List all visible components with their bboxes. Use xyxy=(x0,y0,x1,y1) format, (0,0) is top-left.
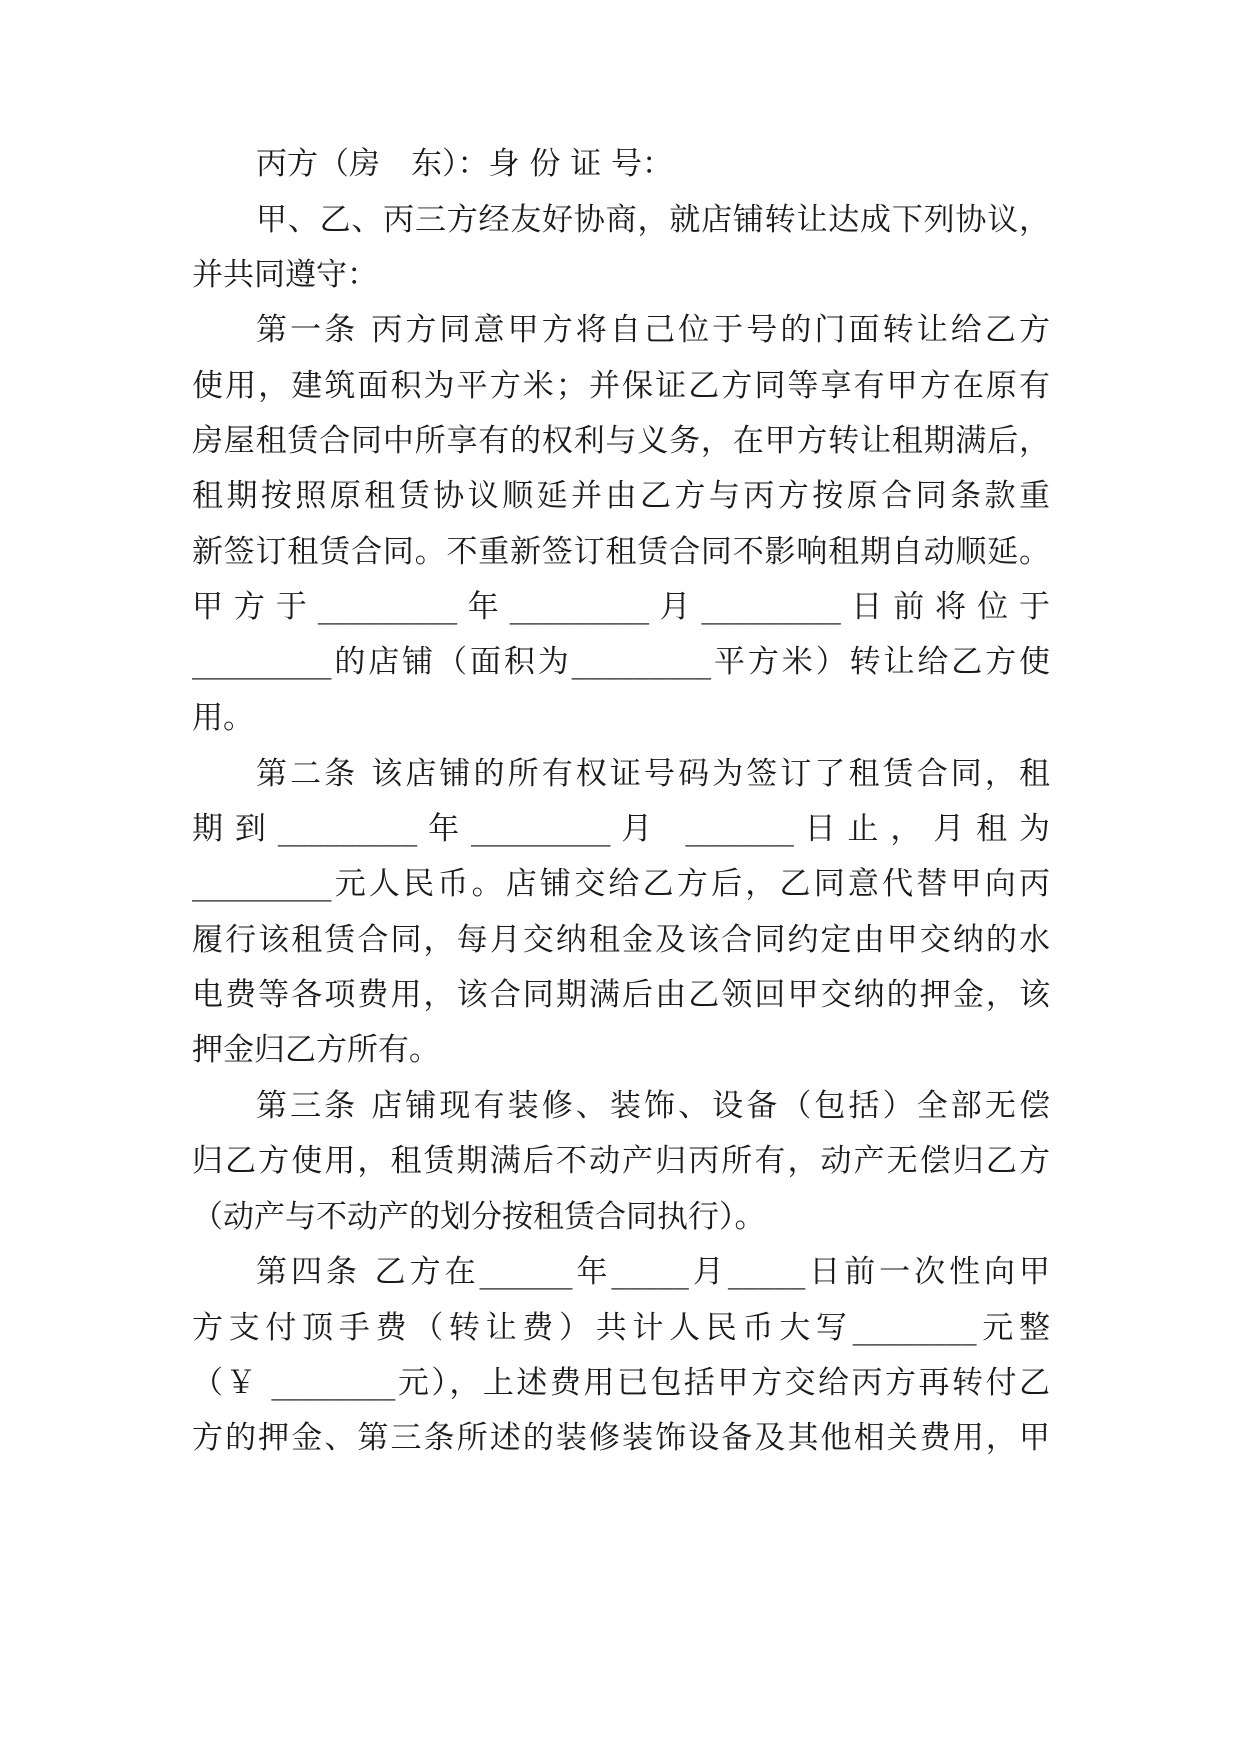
text-line: 房屋租赁合同中所享有的权利与义务，在甲方转让租期满后， xyxy=(192,423,1050,459)
text-line: 方的押金、第三条所述的装修装饰设备及其他相关费用，甲 xyxy=(192,1420,1050,1456)
text-line: 用。 xyxy=(192,700,254,736)
text-line: 期 到 _________ 年 _________ 月 _______ 日 止 ， 月 租 为 xyxy=(192,811,1050,847)
text-line: 丙方（房 东）：身 份 证 号： xyxy=(256,146,674,182)
text-line: 方支付顶手费（转让费）共计人民币大写________元整 xyxy=(192,1310,1050,1346)
text-line: _________的店铺（面积为_________平方米）转让给乙方使 xyxy=(192,644,1050,680)
text-line: 新签订租赁合同。不重新签订租赁合同不影响租期自动顺延。 xyxy=(192,534,1050,570)
text-line: 甲 方 于 _________ 年 _________ 月 _________ 日 前 将 位 于 xyxy=(192,589,1050,625)
text-line: 租期按照原租赁协议顺延并由乙方与丙方按原合同条款重 xyxy=(192,478,1050,514)
text-line: 第二条 该店铺的所有权证号码为签订了租赁合同，租 xyxy=(256,756,1050,792)
text-line: 电费等各项费用，该合同期满后由乙领回甲交纳的押金，该 xyxy=(192,977,1050,1013)
text-line: 归乙方使用，租赁期满后不动产归丙所有，动产无偿归乙方 xyxy=(192,1143,1050,1179)
text-line: 履行该租赁合同，每月交纳租金及该合同约定由甲交纳的水 xyxy=(192,922,1050,958)
text-line: 押金归乙方所有。 xyxy=(192,1032,440,1068)
text-line: （动产与不动产的划分按租赁合同执行）。 xyxy=(192,1199,766,1235)
text-line: 第一条 丙方同意甲方将自己位于号的门面转让给乙方 xyxy=(256,312,1050,348)
text-line: _________元人民币。店铺交给乙方后，乙同意代替甲向丙 xyxy=(192,866,1050,902)
text-line: 甲、乙、丙三方经友好协商，就店铺转让达成下列协议， xyxy=(256,202,1050,238)
text-line: 并共同遵守： xyxy=(192,257,378,293)
text-line: 第三条 店铺现有装修、装饰、设备（包括）全部无偿 xyxy=(256,1088,1050,1124)
text-line: 第四条 乙方在______年_____月_____日前一次性向甲 xyxy=(256,1254,1050,1290)
text-line: 使用，建筑面积为平方米；并保证乙方同等享有甲方在原有 xyxy=(192,368,1050,404)
text-line: （￥ ________元），上述费用已包括甲方交给丙方再转付乙 xyxy=(192,1365,1050,1401)
